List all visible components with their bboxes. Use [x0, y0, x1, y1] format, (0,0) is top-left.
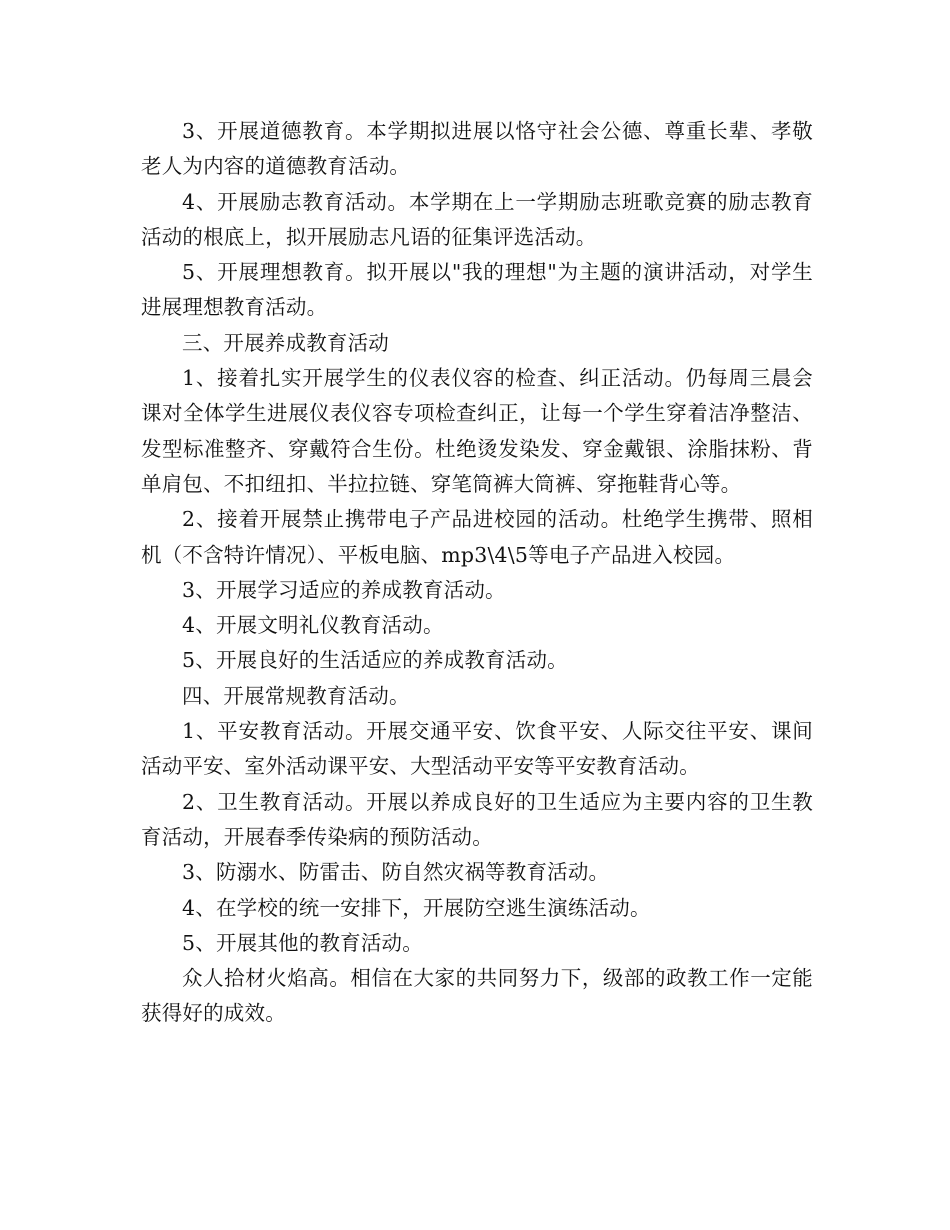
paragraph-other-activities: 5、开展其他的教育活动。: [182, 930, 423, 955]
paragraph-evacuation-drill: 4、在学校的统一安排下，开展防空逃生演练活动。: [182, 895, 651, 920]
section-heading-routine-education: 四、开展常规教育活动。: [182, 683, 410, 708]
paragraph-conclusion: 众人拾材火焰高。相信在大家的共同努力下，级部的政教工作一定能获得好的成效。: [141, 966, 813, 1026]
paragraph-appearance-check: 1、接着扎实开展学生的仪表仪容的检查、纠正活动。仍每周三晨会课对全体学生进展仪表仪容专项检查纠正，让每一个学生穿着洁净整洁、发型标准整齐、穿戴符合生份。杜绝烫发染发、穿金戴银、涂脂抹粉、背单肩包、不扣纽扣、半拉拉链、穿笔筒裤大筒裤、穿拖鞋背心等。: [141, 366, 813, 496]
paragraph-hygiene-education: 2、卫生教育活动。开展以养成良好的卫生适应为主要内容的卫生教育活动，开展春季传染病的预防活动。: [141, 789, 813, 849]
section-heading-habit-education: 三、开展养成教育活动: [182, 330, 389, 355]
paragraph-life-habits: 5、开展良好的生活适应的养成教育活动。: [182, 648, 568, 673]
paragraph-etiquette: 4、开展文明礼仪教育活动。: [182, 613, 444, 638]
paragraph-study-habits: 3、开展学习适应的养成教育活动。: [182, 577, 506, 602]
paragraph-inspirational-education: 4、开展励志教育活动。本学期在上一学期励志班歌竞赛的励志教育活动的根底上，拟开展励志凡语的征集评选活动。: [141, 189, 813, 249]
document-body: [141, 114, 813, 1032]
paragraph-ideal-education: 5、开展理想教育。拟开展以"我的理想"为主题的演讲活动，对学生进展理想教育活动。: [141, 260, 813, 320]
paragraph-disaster-prevention: 3、防溺水、防雷击、防自然灾祸等教育活动。: [182, 860, 610, 885]
paragraph-moral-education: 3、开展道德教育。本学期拟进展以恪守社会公德、尊重长辈、孝敬老人为内容的道德教育活动。: [141, 119, 813, 179]
paragraph-safety-education: 1、平安教育活动。开展交通平安、饮食平安、人际交往平安、课间活动平安、室外活动课平安、大型活动平安等平安教育活动。: [141, 719, 813, 779]
paragraph-electronics-ban: 2、接着开展禁止携带电子产品进校园的活动。杜绝学生携带、照相机（不含特许情况）、平板电脑、mp3\4\5等电子产品进入校园。: [141, 507, 813, 567]
